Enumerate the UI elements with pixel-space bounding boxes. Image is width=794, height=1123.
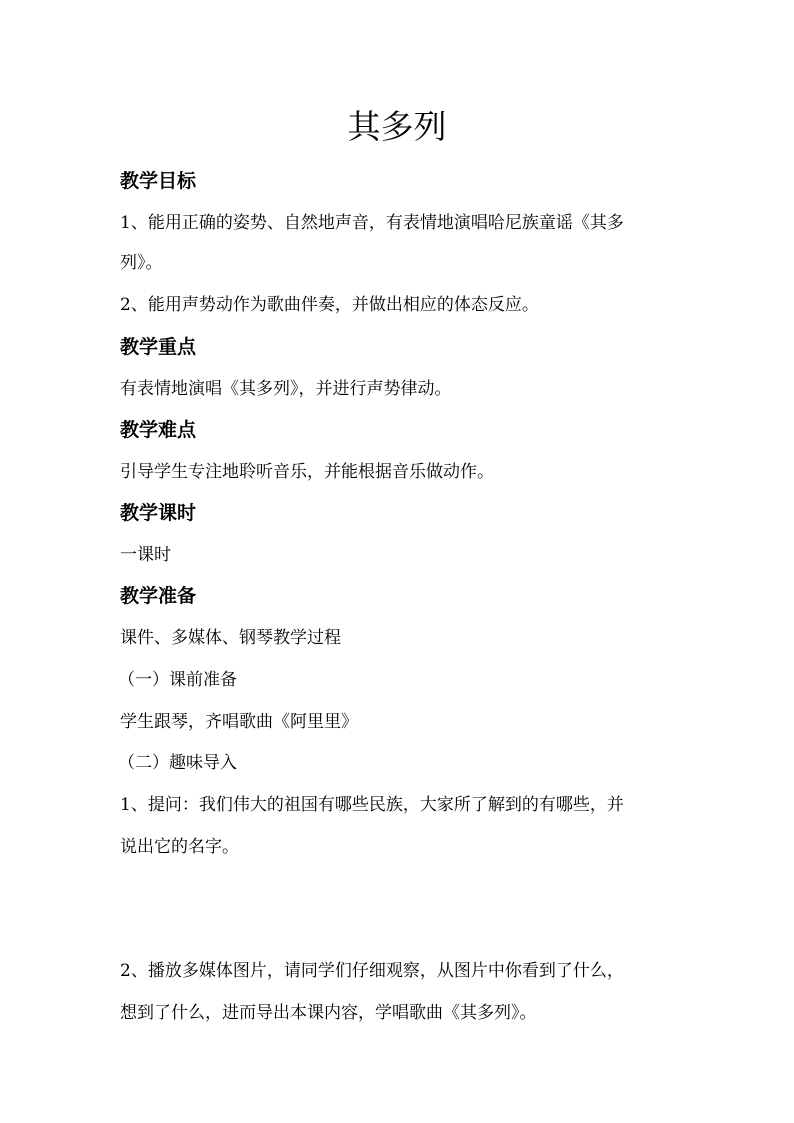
goal-item-2: 2、能用声势动作为歌曲伴奏，并做出相应的体态反应。	[120, 295, 539, 315]
heading-prep: 教学准备	[120, 585, 197, 607]
process-step-2-item-1-line-1: 1、提问：我们伟大的祖国有哪些民族，大家所了解到的有哪些，并	[120, 795, 624, 815]
heading-focus: 教学重点	[120, 336, 197, 358]
heading-difficulty: 教学难点	[120, 419, 197, 441]
process-step-1-text: 学生跟琴，齐唱歌曲《阿里里》	[120, 712, 358, 732]
process-step-2-item-2-line-2: 想到了什么，进而导出本课内容，学唱歌曲《其多列》。	[120, 1003, 537, 1023]
difficulty-text: 引导学生专注地聆听音乐，并能根据音乐做动作。	[120, 462, 494, 482]
process-step-2-item-1-line-2: 说出它的名字。	[120, 837, 239, 857]
process-step-2-heading: （二）趣味导入	[118, 753, 237, 773]
focus-text: 有表情地演唱《其多列》，并进行声势律动。	[120, 379, 452, 399]
page-title: 其多列	[347, 107, 447, 146]
goal-item-1-line-1: 1、能用正确的姿势、自然地声音，有表情地演唱哈尼族童谣《其多	[120, 213, 624, 233]
process-step-2-item-2-line-1: 2、播放多媒体图片，请同学们仔细观察，从图片中你看到了什么，	[120, 961, 624, 981]
process-step-1-heading: （一）课前准备	[118, 670, 237, 690]
heading-hours: 教学课时	[120, 502, 197, 524]
heading-goals: 教学目标	[120, 170, 197, 192]
prep-text: 课件、多媒体、钢琴教学过程	[120, 628, 341, 648]
goal-item-1-line-2: 列》。	[120, 253, 163, 273]
hours-text: 一课时	[120, 545, 171, 565]
